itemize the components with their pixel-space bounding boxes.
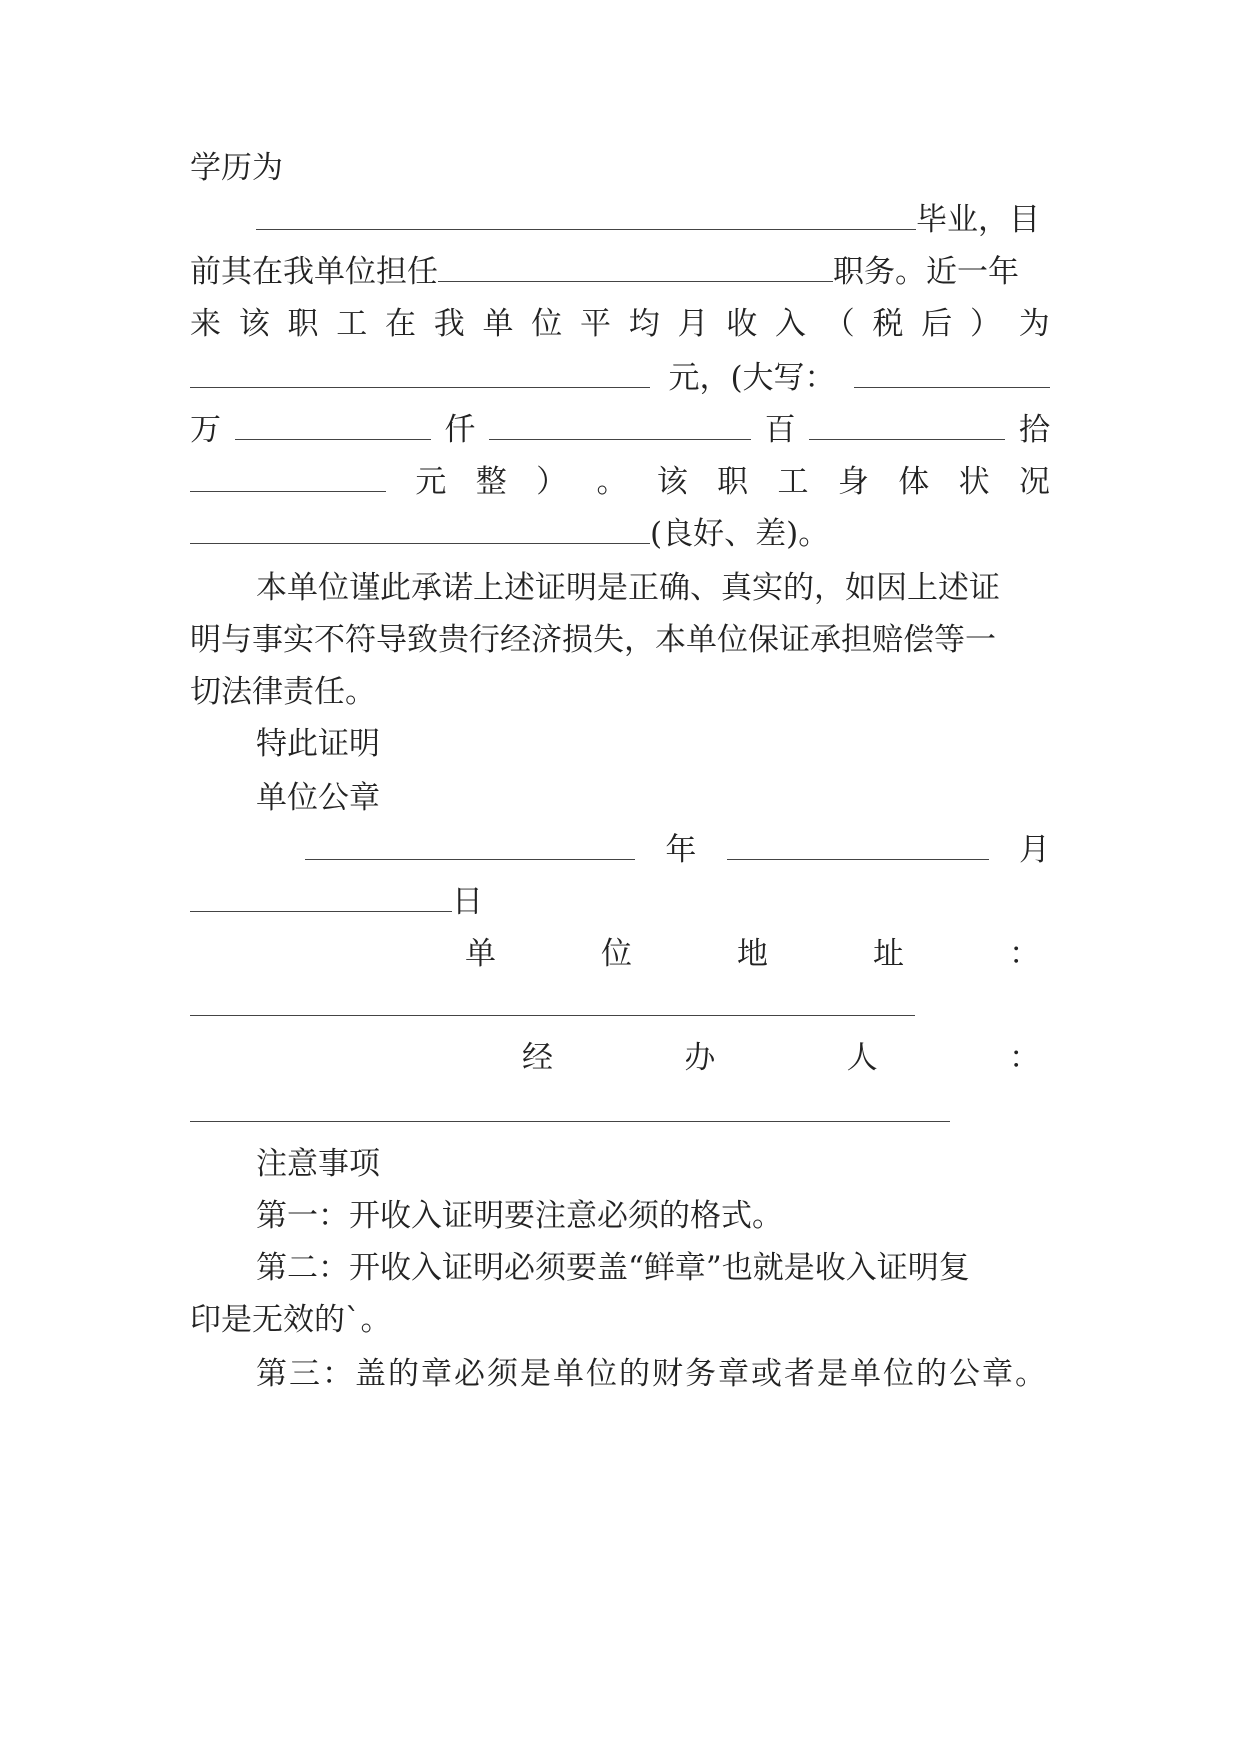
- zheng-chars-char: 。: [596, 464, 628, 500]
- income-chars-char: 后: [921, 306, 953, 342]
- bai-label: 百: [764, 412, 796, 448]
- zheng-chars-char: 体: [898, 464, 930, 500]
- position-blank: [438, 253, 833, 282]
- handler-label-line: [522, 1036, 1040, 1080]
- special-line: [256, 722, 1050, 766]
- promise-line-3: [190, 670, 1050, 714]
- seal-text: 单位公章: [256, 780, 380, 816]
- handler-blank: [190, 1093, 950, 1122]
- zheng-chars-char: 职: [717, 464, 749, 500]
- income-chars-char: 工: [336, 306, 368, 342]
- amount-line: [190, 356, 1050, 400]
- handler-chars-char: 办: [684, 1040, 716, 1076]
- graduated-suffix: 毕业，目: [916, 202, 1040, 238]
- education-label: 学历为: [190, 150, 283, 186]
- month-label: 月: [1018, 832, 1050, 868]
- promise-line-1: [256, 566, 1050, 610]
- address-chars-char: ：: [1009, 936, 1040, 972]
- zheng-chars-char: 工: [777, 464, 809, 500]
- income-chars-char: 在: [385, 306, 416, 342]
- income-line: [190, 302, 1050, 346]
- position-line: [190, 250, 1050, 294]
- zheng-chars-char: 元: [415, 464, 447, 500]
- date-line: [305, 828, 1050, 872]
- yuan-label: 元，(大写：: [668, 360, 836, 396]
- income-chars-char: 入: [775, 306, 806, 342]
- special-text: 特此证明: [256, 726, 380, 762]
- note-2a-line: [256, 1246, 1050, 1290]
- year-blank: [305, 831, 635, 860]
- note-2b: 印是无效的`。: [190, 1302, 392, 1338]
- qian-label: 仟: [444, 412, 476, 448]
- note-3-line: [256, 1352, 1076, 1396]
- note-2a: 第二：开收入证明必须要盖“鲜章”也就是收入证明复: [256, 1250, 970, 1286]
- amount-blank: [190, 359, 650, 388]
- month-blank: [727, 831, 989, 860]
- address-chars-char: 位: [601, 936, 632, 972]
- income-chars-char: 来: [190, 306, 221, 342]
- income-chars-char: 均: [628, 306, 660, 342]
- notes-title-line: [256, 1142, 1050, 1186]
- qian-blank: [489, 411, 751, 440]
- promise-text-2: 明与事实不符导致贵行经济损失，本单位保证承担赔偿等一: [190, 622, 996, 658]
- handler-chars-char: 经: [522, 1040, 553, 1076]
- graduation-line: [256, 198, 1050, 242]
- note-1-line: [256, 1194, 1050, 1238]
- income-chars-char: ）: [970, 306, 1001, 342]
- shi-label: 拾: [1018, 412, 1050, 448]
- health-suffix: (良好、差)。: [650, 516, 830, 552]
- year-label: 年: [665, 832, 697, 868]
- address-blank-line: [190, 984, 1050, 1028]
- income-chars-char: 位: [531, 306, 563, 342]
- handler-blank-line: [190, 1090, 1050, 1134]
- school-blank: [256, 201, 916, 230]
- income-chars-char: 职: [287, 306, 319, 342]
- wan-blank: [235, 411, 431, 440]
- address-chars-char: 地: [737, 936, 768, 972]
- income-chars-char: 收: [726, 306, 758, 342]
- address-label-line: [465, 932, 1040, 976]
- notes-title: 注意事项: [256, 1146, 380, 1182]
- promise-line-2: [190, 618, 1050, 662]
- income-chars-char: 我: [433, 306, 465, 342]
- position-prefix: 前其在我单位担任: [190, 254, 438, 290]
- handler-chars-char: ：: [1008, 1040, 1040, 1076]
- income-chars-char: 单: [482, 306, 514, 342]
- address-chars-char: 单: [465, 936, 496, 972]
- note-2b-line: [190, 1298, 1050, 1342]
- note-1: 第一：开收入证明要注意必须的格式。: [256, 1198, 783, 1234]
- income-chars-char: 该: [238, 306, 270, 342]
- zheng-chars-char: 该: [656, 464, 688, 500]
- wan-label: 万: [190, 412, 221, 448]
- income-chars-char: 为: [1018, 306, 1050, 342]
- day-label: 日: [452, 884, 483, 920]
- health-blank: [190, 515, 650, 544]
- capital-amount-blank: [854, 359, 1050, 388]
- address-blank: [190, 987, 915, 1016]
- zheng-chars-char: 况: [1018, 464, 1050, 500]
- health-status-line: [190, 512, 1050, 556]
- note-3: 第三：盖的章必须是单位的财务章或者是单位的公章。: [256, 1356, 1048, 1392]
- education-line: [190, 146, 1050, 190]
- income-chars-char: 月: [677, 306, 709, 342]
- address-chars-char: 址: [873, 936, 904, 972]
- health-line: [190, 460, 1050, 504]
- seal-line: [256, 776, 1050, 820]
- zheng-chars-char: ）: [536, 464, 568, 500]
- zheng-chars-char: 状: [958, 464, 990, 500]
- promise-text-1: 本单位谨此承诺上述证明是正确、真实的，如因上述证: [256, 570, 1000, 606]
- income-chars-char: 平: [580, 306, 611, 342]
- shi-blank: [190, 463, 386, 492]
- day-blank: [190, 883, 452, 912]
- capital-digits-line: [190, 408, 1050, 452]
- promise-text-3: 切法律责任。: [190, 674, 376, 710]
- handler-chars-char: 人: [846, 1040, 878, 1076]
- zheng-chars-char: 身: [837, 464, 869, 500]
- zheng-chars-char: 整: [475, 464, 507, 500]
- day-line: [190, 880, 1050, 924]
- income-chars-char: （: [823, 306, 855, 342]
- bai-blank: [809, 411, 1005, 440]
- income-chars-char: 税: [872, 306, 904, 342]
- position-suffix: 职务。近一年: [833, 254, 1019, 290]
